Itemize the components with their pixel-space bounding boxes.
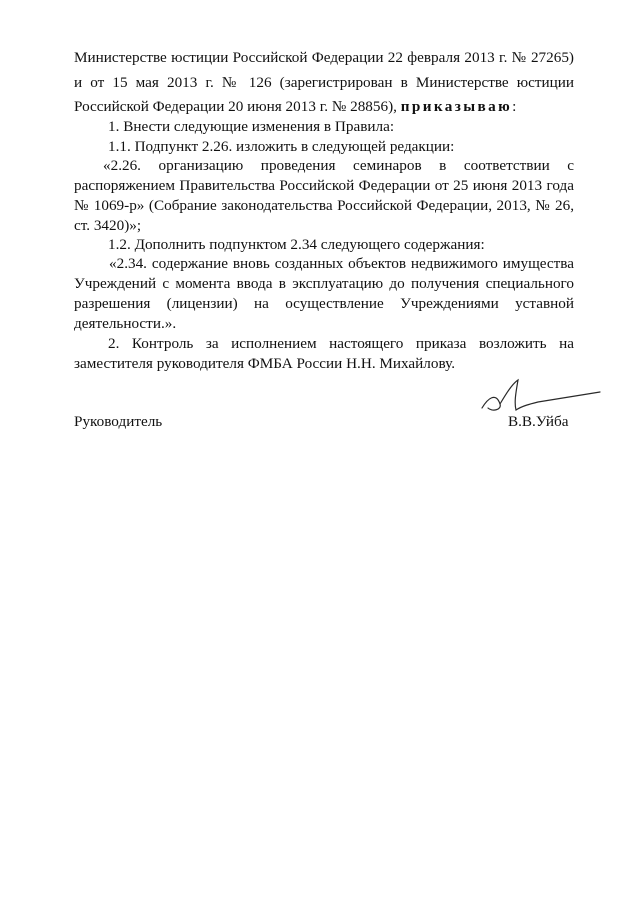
text-line	[74, 97, 574, 117]
quote-2-34-line: Учреждений с момента ввода в эксплуатацию до получения специального	[74, 275, 574, 292]
quote-2-26-line: ст. 3420)»;	[74, 217, 142, 234]
quote-2-26-line: распоряжением Правительства Российской Федерации от 25 июня 2013 года	[74, 177, 574, 194]
paragraph-2: заместителя руководителя ФМБА России Н.Н. Михайлову.	[74, 355, 455, 372]
quote-2-26-line: № 1069-р» (Собрание законодательства Российской Федерации, 2013, № 26,	[74, 197, 574, 214]
signatory-name: В.В.Уйба	[508, 413, 569, 430]
paragraph-1: 1. Внести следующие изменения в Правила:	[108, 118, 395, 135]
text-line: и от 15 мая 2013 г. № 126 (зарегистрирован в Министерстве юстиции	[74, 74, 574, 91]
quote-2-34-line: деятельности.».	[74, 315, 177, 332]
paragraph-2: 2. Контроль за исполнением настоящего приказа возложить на	[108, 335, 574, 352]
text-fragment: Российской Федерации 20 июня 2013 г. № 28856),	[74, 98, 397, 115]
text-fragment: :	[512, 98, 517, 115]
subparagraph-1-2: 1.2. Дополнить подпунктом 2.34 следующего содержания:	[108, 236, 485, 253]
subparagraph-1-1: 1.1. Подпункт 2.26. изложить в следующей редакции:	[108, 138, 455, 155]
quote-2-34-line: «2.34. содержание вновь созданных объектов недвижимого имущества	[109, 255, 574, 272]
text-line: Министерстве юстиции Российской Федерации 22 февраля 2013 г. № 27265)	[74, 49, 574, 66]
handwritten-signature	[478, 378, 604, 414]
signatory-position: Руководитель	[74, 413, 163, 430]
quote-2-34-line: разрешения (лицензии) на осуществление Учреждениями уставной	[74, 295, 574, 312]
quote-2-26-line: «2.26. организацию проведения семинаров в соответствии с	[103, 157, 574, 174]
order-keyword: приказываю	[400, 98, 513, 115]
